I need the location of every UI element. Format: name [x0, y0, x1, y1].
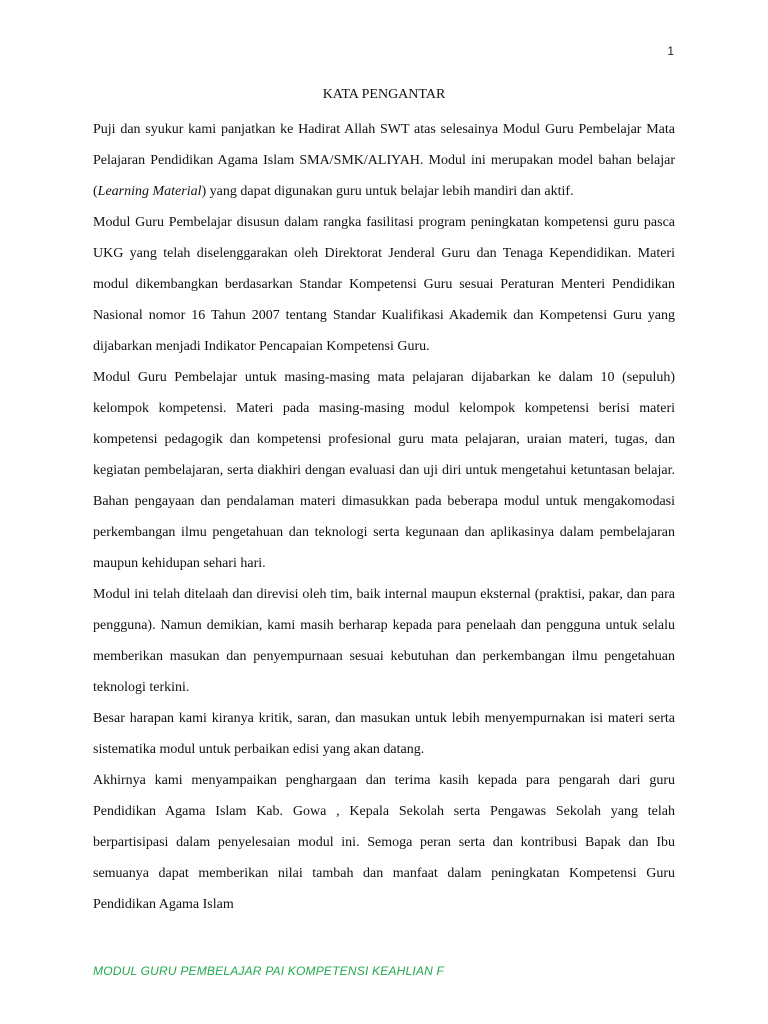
paragraph-5: Besar harapan kami kiranya kritik, saran, dan masukan untuk lebih menyempurnakan isi materi serta sistematika modul untuk perbaikan edisi yang akan datang. — [93, 711, 675, 757]
paragraph-6: Akhirnya kami menyampaikan penghargaan dan terima kasih kepada para pengarah dari guru Pendidikan Agama Islam Kab. Gowa , Kepala Sekolah serta Pengawas Sekolah yang telah berpartisipasi dalam penyelesaian modul ini. Semoga peran serta dan kontribusi Bapak dan Ibu semuanya dapat memberikan nilai tambah dan manfaat dalam peningkatan Kompetensi Guru Pendidikan Agama Islam — [93, 773, 675, 912]
paragraph-1-before: Puji dan syukur kami panjatkan ke Hadirat Allah SWT atas selesainya Modul Guru Pembelajar Mata Pelajaran Pendidikan Agama Islam SMA/SMK/ALIYAH. Modul ini merupakan model bahan belajar ( — [93, 122, 675, 199]
footer-module-title: MODUL GURU PEMBELAJAR PAI KOMPETENSI KEAHLIAN F — [93, 964, 445, 978]
page-title: KATA PENGANTAR — [322, 87, 446, 102]
paragraph-3: Modul Guru Pembelajar untuk masing-masing mata pelajaran dijabarkan ke dalam 10 (sepuluh) kelompok kompetensi. Materi pada masing-masing modul kelompok kompetensi berisi materi kompetensi pedagogik dan kompetensi profesional guru mata pelajaran, uraian materi, tugas, dan kegiatan pembelajaran, serta diakhiri dengan evaluasi dan uji diri untuk mengetahui ketuntasan belajar. Bahan pengayaan dan pendalaman materi dimasukkan pada beberapa modul untuk mengakomodasi perkembangan ilmu pengetahuan dan teknologi serta kegunaan dan aplikasinya dalam pembelajaran maupun kehidupan sehari hari. — [93, 370, 675, 571]
page-number: 1 — [667, 44, 674, 58]
learning-material-emphasis: Learning Material — [97, 184, 202, 199]
paragraph-2: Modul Guru Pembelajar disusun dalam rangka fasilitasi program peningkatan kompetensi guru pasca UKG yang telah diselenggarakan oleh Direktorat Jenderal Guru dan Tenaga Kependidikan. Materi modul dikembangkan berdasarkan Standar Kompetensi Guru sesuai Peraturan Menteri Pendidikan Nasional nomor 16 Tahun 2007 tentang Standar Kualifikasi Akademik dan Kompetensi Guru yang dijabarkan menjadi Indikator Pencapaian Kompetensi Guru. — [93, 215, 675, 354]
paragraph-1-after: ) yang dapat digunakan guru untuk belajar lebih mandiri dan aktif. — [201, 184, 574, 199]
document-body — [93, 84, 675, 920]
paragraph-4: Modul ini telah ditelaah dan direvisi oleh tim, baik internal maupun eksternal (praktisi, pakar, dan para pengguna). Namun demikian, kami masih berharap kepada para penelaah dan pengguna untuk selalu memberikan masukan dan penyempurnaan sesuai kebutuhan dan perkembangan ilmu pengetahuan teknologi terkini. — [93, 587, 675, 695]
paragraph-1 — [93, 114, 675, 207]
